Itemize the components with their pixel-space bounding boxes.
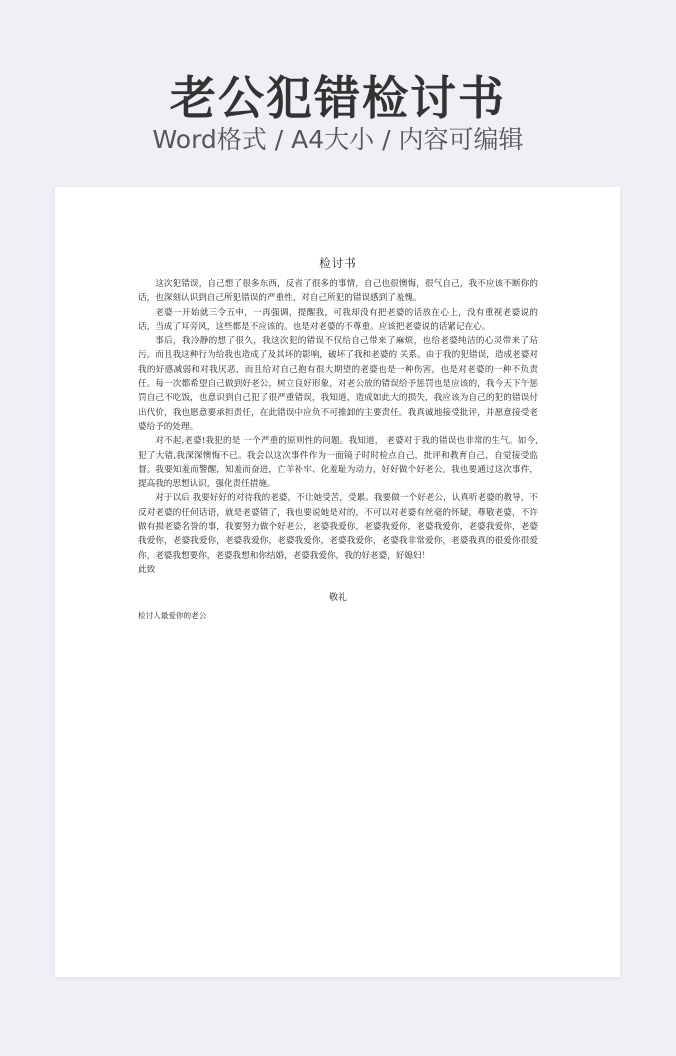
banner-subtitle: Word格式 / A4大小 / 内容可编辑 (152, 125, 524, 154)
header-banner (0, 0, 676, 180)
closing-line: 此致 (138, 564, 156, 575)
banner-title: 老公犯错检讨书 (170, 71, 506, 125)
paragraph-2: 老婆一开始就三令五申，一再强调，提醒我，可我却没有把老婆的话放在心上，没有重视老婆说的话，当成了耳旁风，这些都是不应该的。也是对老婆的不尊重。应该把老婆说的话紧记在心。 (138, 307, 538, 332)
paragraph-5: 对于以后 我要好好的对待我的老婆，不让她受苦，受累。我要做一个好老公，认真听老婆的教导，不反对老婆的任何话语，就是老婆错了，我也要说她是对的，不可以对老婆有丝毫的怀疑，尊敬老婆，不许做有损老婆名誉的事，我要努力做个好老公，老婆我爱你，老婆我爱你，老婆我爱你，老婆我爱你，老婆我爱你，老婆我爱你，老婆我爱你，老婆我爱你，老婆我爱你，老婆我非常爱你，老婆我真的很爱你很爱你，老婆我想要你，老婆我想和你结婚，老婆我爱你，我的好老婆，好媳妇！ (138, 493, 538, 561)
paragraph-3: 事后，我冷静的想了很久，我这次犯的错误不仅给自己带来了麻烦，也给老婆纯洁的心灵带来了玷污。而且我这种行为给我也造成了及其坏的影响，破坏了我和老婆的 关系。由于我的犯错误，造成老婆对我的好感减弱和对我厌恶，而且给对自己抱有很大期望的老婆也是一种伤害，也是对老婆的一种不负责任。每一次都希望自己做到好老公，树立良好形象，对老公放的错误给予惩罚也是应该的，我今天下午惩罚自己不吃饭，也意识到自己犯了很严重错误，我知道，造成如此大的损失，我应该为自己的犯的错误付出代价，我也愿意要承担责任，在此错误中应负不可推卸的主要责任。我真诚地接受批评，并愿意接受老婆给予的处理。 (138, 336, 538, 432)
document-title: 检讨书 (319, 256, 357, 270)
paragraph-1: 这次犯错误，自己想了很多东西，反省了很多的事情，自己也很懊悔，很气自己，我不应该不断你的话，也深刻认识到自己所犯错误的严重性，对自己所犯的错误感到了羞愧。 (138, 279, 538, 304)
document-page (55, 187, 620, 977)
signature-line: 检讨人最爱你的老公 (138, 610, 207, 620)
salute-line: 敬礼 (328, 593, 347, 604)
paragraph-4: 对不起,老婆!我犯的是 一个严重的原则性的问题。我知道， 老婆对于我的错误也非常的生气。如今,犯了大错,我深深懊悔不已。我会以这次事件作为一面镜子时时检点自己，批评和教育自己，自觉接受监督。我要知羞而警醒，知羞而奋进，亡羊补牢、化羞耻为动力，好好做个好老公。我也要通过这次事件，提高我的思想认识，强化责任措施。 (138, 436, 538, 490)
document-body (138, 255, 538, 623)
